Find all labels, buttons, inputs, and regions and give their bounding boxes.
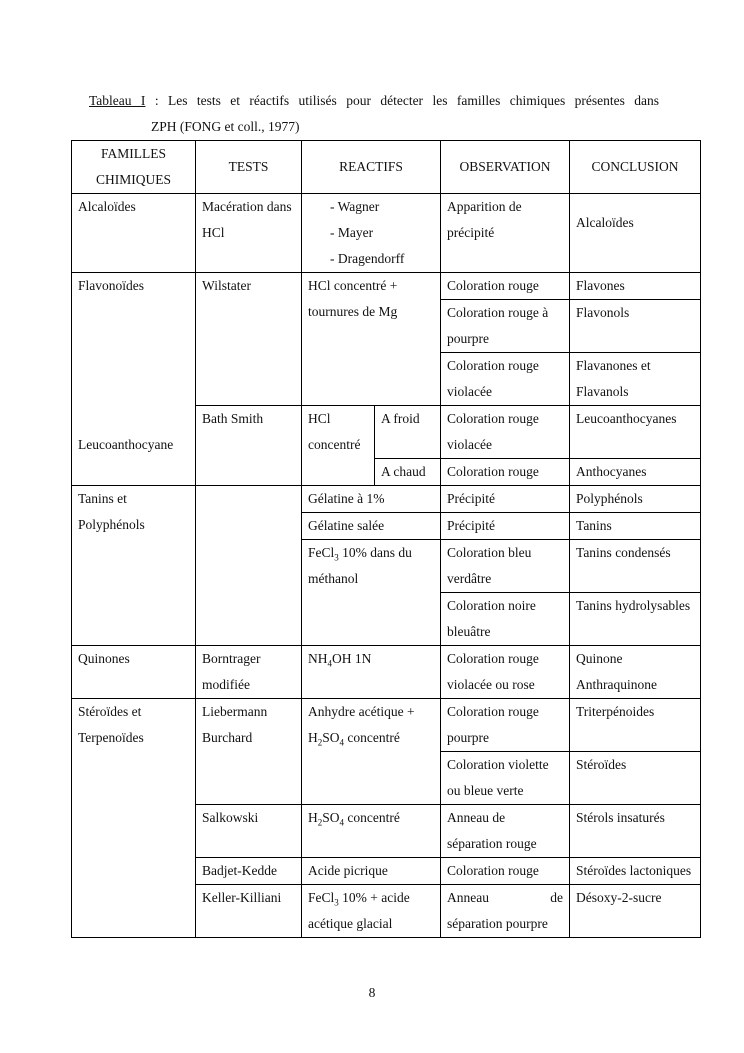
test-cell: Bath Smith	[196, 406, 302, 486]
table-caption	[89, 88, 659, 140]
conclusion-cell: Tanins condensés	[570, 540, 701, 593]
observation-cell: Précipité	[441, 486, 570, 513]
conclusion-cell: Stérols insaturés	[570, 805, 701, 858]
conclusion-cell: Quinone Anthraquinone	[570, 646, 701, 699]
test-cell: Wilstater	[196, 273, 302, 406]
page-number: 8	[368, 985, 376, 1000]
observation-cell: Coloration rouge pourpre	[441, 699, 570, 752]
reagent-cell: $NH_4OH$ 1N	[302, 646, 441, 699]
observation-cell: Coloration rouge violacée ou rose	[441, 646, 570, 699]
table-row	[72, 406, 701, 459]
conclusion-cell: Alcaloïdes	[570, 194, 701, 273]
observation-cell: Anneau de séparation pourpre	[441, 885, 570, 938]
table-row	[72, 699, 701, 752]
reagent-cell: FeCl$_3$ 10% + acide acétique glacial	[302, 885, 441, 938]
table-row	[72, 273, 701, 300]
table-row	[72, 486, 701, 513]
test-cell: Macération dans HCl	[196, 194, 302, 273]
observation-cell: Anneau de séparation rouge	[441, 805, 570, 858]
conclusion-cell: Désoxy-2-sucre	[570, 885, 701, 938]
reagent-cell: HCl concentré	[302, 406, 375, 486]
reagent-cell: Acide picrique	[302, 858, 441, 885]
family-cell: Stéroïdes et Terpenoïdes	[72, 699, 196, 938]
table-row	[72, 194, 701, 273]
reagent-cell: HCl concentré + tournures de Mg	[302, 273, 441, 406]
test-cell: Salkowski	[196, 805, 302, 858]
observation-cell: Coloration rouge à pourpre	[441, 300, 570, 353]
observation-cell: Apparition de précipité	[441, 194, 570, 273]
observation-cell: Coloration bleu verdâtre	[441, 540, 570, 593]
test-cell: Badjet-Kedde	[196, 858, 302, 885]
observation-cell: Coloration rouge	[441, 459, 570, 486]
family-cell: Quinones	[72, 646, 196, 699]
conclusion-cell: Flavones	[570, 273, 701, 300]
condition-cell: A chaud	[375, 459, 441, 486]
condition-cell: A froid	[375, 406, 441, 459]
reagent-cell: FeCl$_3$ 10% dans du méthanol	[302, 540, 441, 646]
table-row	[72, 646, 701, 699]
test-cell: Borntrager modifiée	[196, 646, 302, 699]
family-cell: Flavonoïdes	[72, 273, 196, 406]
header-observation: OBSERVATION	[441, 141, 570, 194]
conclusion-cell: Tanins hydrolysables	[570, 593, 701, 646]
observation-cell: Coloration violette ou bleue verte	[441, 752, 570, 805]
conclusion-cell: Flavanones et Flavanols	[570, 353, 701, 406]
test-cell	[196, 486, 302, 646]
caption-line-2: ZPH (FONG et coll., 1977)	[151, 119, 300, 134]
header-reactifs: REACTIFS	[302, 141, 441, 194]
conclusion-cell: Stéroïdes	[570, 752, 701, 805]
conclusion-cell: Tanins	[570, 513, 701, 540]
conclusion-cell: Triterpénoides	[570, 699, 701, 752]
reagent-cell: - Wagner - Mayer - Dragendorff	[302, 194, 441, 273]
test-cell: Liebermann Burchard	[196, 699, 302, 805]
header-tests: TESTS	[196, 141, 302, 194]
family-cell: Alcaloïdes	[72, 194, 196, 273]
header-conclusion: CONCLUSION	[570, 141, 701, 194]
conclusion-cell: Flavonols	[570, 300, 701, 353]
reagent-cell: $H_2SO_4$ concentré	[302, 805, 441, 858]
family-cell: Leucoanthocyane	[72, 406, 196, 486]
header-familles: FAMILLES CHIMIQUES	[72, 141, 196, 194]
test-cell: Keller-Killiani	[196, 885, 302, 938]
conclusion-cell: Anthocyanes	[570, 459, 701, 486]
observation-cell: Précipité	[441, 513, 570, 540]
conclusion-cell: Stéroïdes lactoniques	[570, 858, 701, 885]
caption-label: Tableau I	[89, 93, 146, 108]
chemical-tests-table	[71, 140, 701, 938]
observation-cell: Coloration noire bleuâtre	[441, 593, 570, 646]
caption-text: : Les tests et réactifs utilisés pour détecter les familles chimiques présentes dans	[145, 93, 659, 108]
observation-cell: Coloration rouge	[441, 273, 570, 300]
family-cell: Tanins et Polyphénols	[72, 486, 196, 646]
reagent-cell: Anhydre acétique + $H_2SO_4$ concentré	[302, 699, 441, 805]
reagent-cell: Gélatine à 1%	[302, 486, 441, 513]
header-row	[72, 141, 701, 194]
observation-cell: Coloration rouge violacée	[441, 406, 570, 459]
conclusion-cell: Polyphénols	[570, 486, 701, 513]
caption-line-1	[89, 88, 659, 114]
observation-cell: Coloration rouge	[441, 858, 570, 885]
conclusion-cell: Leucoanthocyanes	[570, 406, 701, 459]
reagent-cell: Gélatine salée	[302, 513, 441, 540]
observation-cell: Coloration rouge violacée	[441, 353, 570, 406]
